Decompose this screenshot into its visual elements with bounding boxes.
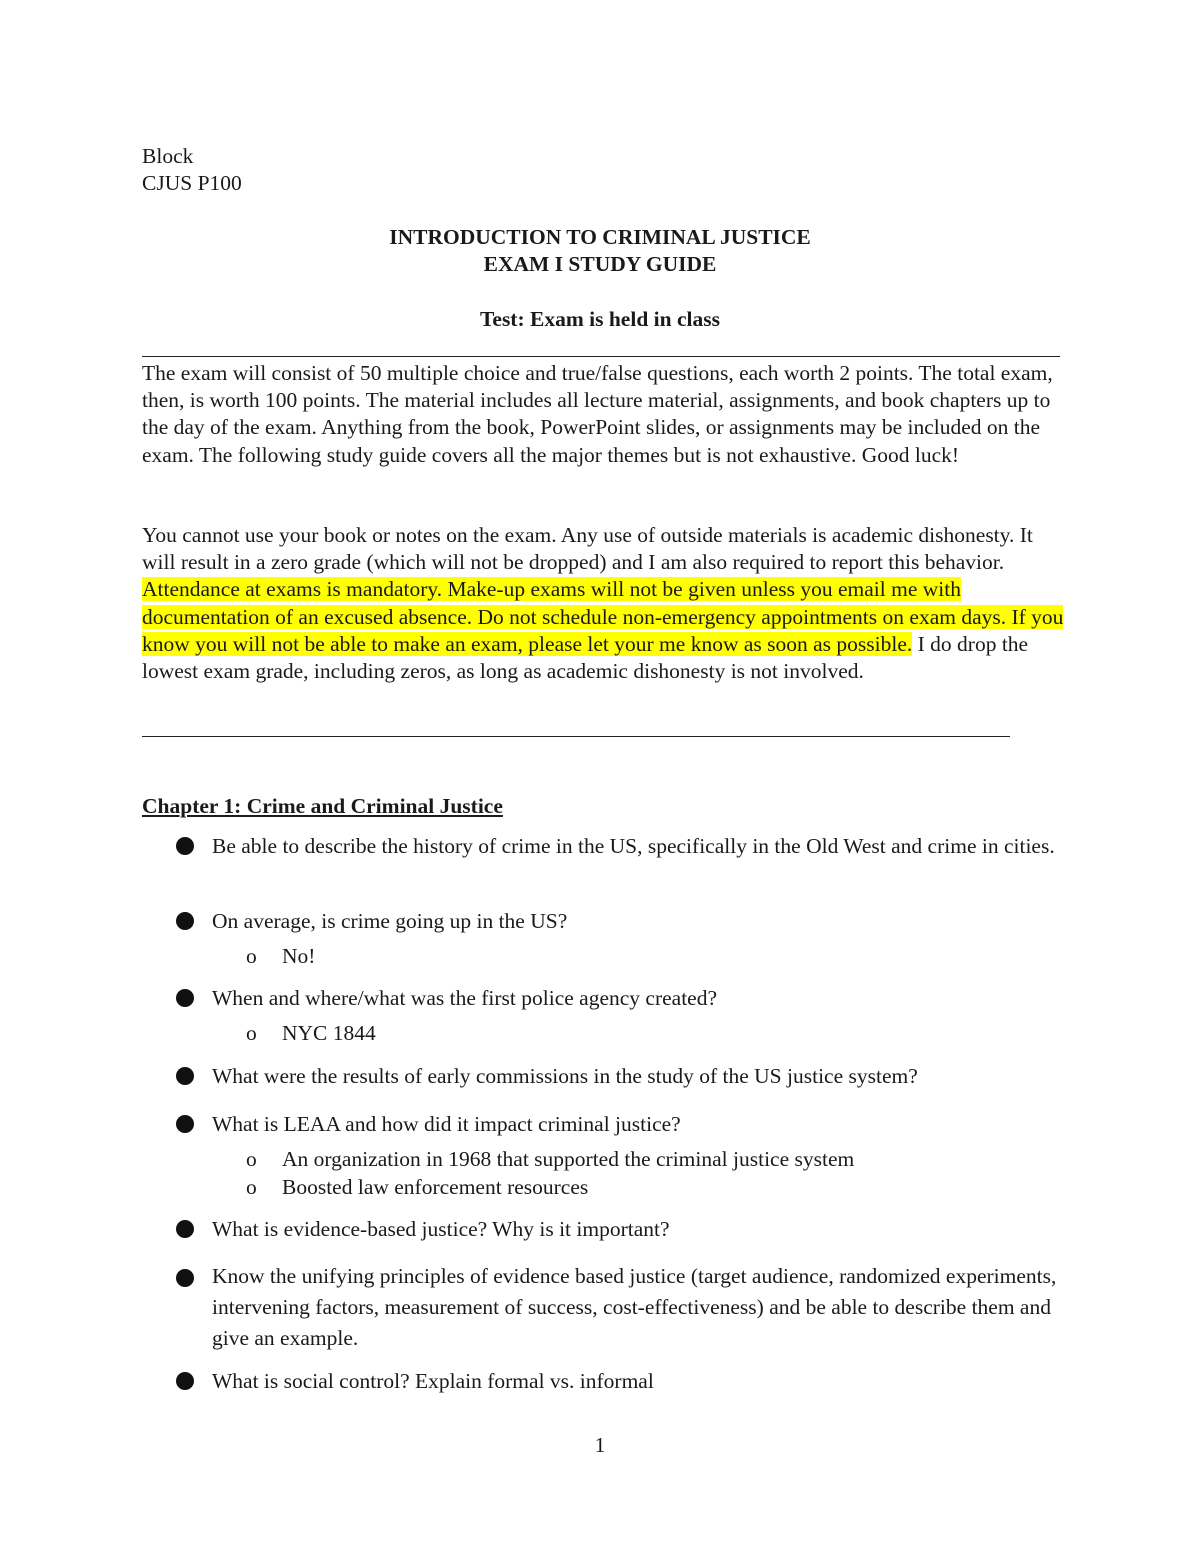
bullet-icon bbox=[176, 1067, 194, 1085]
bullet-icon bbox=[176, 1220, 194, 1238]
divider-top bbox=[142, 356, 1060, 357]
sub-list-item bbox=[246, 1145, 854, 1173]
list-item-text: On average, is crime going up in the US? bbox=[212, 909, 568, 933]
list-item-text: What is evidence-based justice? Why is it important? bbox=[212, 1217, 670, 1241]
bullet-icon bbox=[176, 1115, 194, 1133]
sub-list-item-text: NYC 1844 bbox=[282, 1021, 376, 1045]
exam-description-paragraph: The exam will consist of 50 multiple choice and true/false questions, each worth 2 points. The total exam, then, is worth 100 points. The material includes all lecture material, assignments, and book chapters up to the day of the exam. Anything from the book, PowerPoint slides, or assignments may be included on the exam. The following study guide covers all the major themes but is not exhaustive. Good luck! bbox=[142, 361, 1053, 467]
sub-list-item-text: An organization in 1968 that supported the criminal justice system bbox=[282, 1147, 855, 1171]
list-item-text: When and where/what was the first police agency created? bbox=[212, 986, 718, 1010]
chapter-1-heading: Chapter 1: Crime and Criminal Justice bbox=[142, 794, 503, 818]
sub-bullet-marker: o bbox=[246, 1175, 257, 1199]
sub-bullet-marker: o bbox=[246, 944, 257, 968]
list-item-text: Know the unifying principles of evidence based justice (target audience, randomized experiments, intervening factors, measurement of success, cost-effectiveness) and be able to describe them and give an example. bbox=[212, 1264, 1057, 1350]
policy-text-end: I do drop the lowest exam grade, including zeros, as long as academic dishonesty is not involved. bbox=[142, 631, 1029, 684]
test-location: Test: Exam is held in class bbox=[480, 307, 720, 331]
attendance-highlight: Attendance at exams is mandatory. Make-up exams will not be given unless you email me with documentation of an excused absence. Do not schedule non-emergency appointments on exam days. If you know you will not be able to make an exam, please let your me know as soon as possible. bbox=[142, 577, 1064, 656]
sub-list-item-text: No! bbox=[282, 944, 316, 968]
course-code: CJUS P100 bbox=[142, 171, 242, 195]
list-item-text: What is social control? Explain formal vs. informal bbox=[212, 1369, 654, 1393]
author-name: Block bbox=[142, 144, 194, 168]
list-item-text: What is LEAA and how did it impact criminal justice? bbox=[212, 1112, 681, 1136]
bullet-icon bbox=[176, 1269, 194, 1287]
policy-paragraph bbox=[142, 522, 1067, 685]
sub-list-item bbox=[246, 1019, 376, 1047]
sub-list-item bbox=[246, 942, 315, 970]
list-item-text: Be able to describe the history of crime in the US, specifically in the Old West and crime in cities. bbox=[212, 834, 1055, 858]
document-title: INTRODUCTION TO CRIMINAL JUSTICE bbox=[389, 225, 811, 249]
sub-list-item bbox=[246, 1173, 588, 1201]
divider-bottom bbox=[142, 736, 1010, 737]
document-subtitle: EXAM I STUDY GUIDE bbox=[483, 252, 717, 276]
sub-bullet-marker: o bbox=[246, 1147, 257, 1171]
bullet-icon bbox=[176, 912, 194, 930]
bullet-icon bbox=[176, 989, 194, 1007]
sub-bullet-marker: o bbox=[246, 1021, 257, 1045]
bullet-icon bbox=[176, 1372, 194, 1390]
page-number: 1 bbox=[594, 1433, 606, 1457]
bullet-icon bbox=[176, 837, 194, 855]
list-item-text: What were the results of early commissions in the study of the US justice system? bbox=[212, 1064, 918, 1088]
sub-list-item-text: Boosted law enforcement resources bbox=[282, 1175, 589, 1199]
policy-text-start: You cannot use your book or notes on the exam. Any use of outside materials is academic dishonesty. It will result in a zero grade (which will not be dropped) and I am also required to report this behavior. bbox=[142, 523, 1033, 575]
